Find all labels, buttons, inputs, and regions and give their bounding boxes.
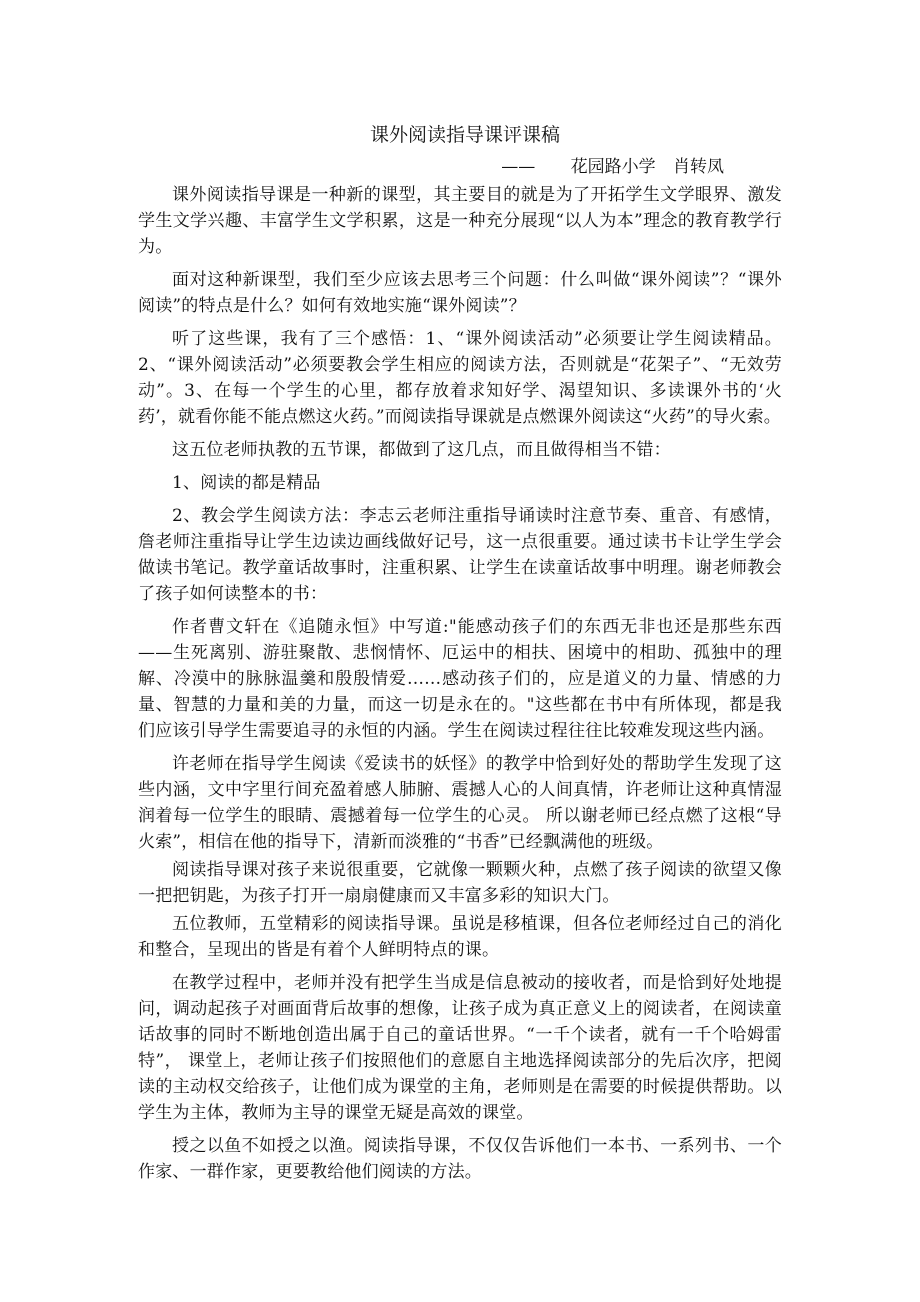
paragraph: 课外阅读指导课是一种新的课型，其主要目的就是为了开拓学生文学眼界、激发学生文学兴趣、丰富学生文学积累，这是一种充分展现“以人为本”理念的教育教学行为。: [138, 185, 782, 257]
byline: [138, 154, 724, 180]
document-title: 课外阅读指导课评课稿: [369, 124, 560, 146]
byline-author: 肖转凤: [673, 157, 724, 177]
document-page: [138, 120, 782, 1192]
paragraph: 阅读指导课对孩子来说很重要，它就像一颗颗火种，点燃了孩子阅读的欲望又像一把把钥匙，为孩子打开一扇扇健康而又丰富多彩的知识大门。: [138, 860, 782, 906]
paragraph: 五位教师，五堂精彩的阅读指导课。虽说是移植课，但各位老师经过自己的消化和整合，呈现出的皆是有着个人鲜明特点的课。: [138, 914, 782, 960]
paragraph: 面对这种新课型，我们至少应该去思考三个问题：什么叫做“课外阅读”？“课外阅读”的特点是什么？如何有效地实施“课外阅读”？: [138, 270, 782, 316]
paragraph: 听了这些课，我有了三个感悟：1、“课外阅读活动”必须要让学生阅读精品。 2、“课外阅读活动”必须要教会学生相应的阅读方法，否则就是“花架子”、“无效劳动”。3、在每一个学生的心里，都存放着求知好学、渴望知识、多读课外书的‘火药’，就看你能不能点燃这火药。”而阅读指导课就是点燃课外阅读这“火药”的导火索。: [138, 329, 782, 427]
paragraph: 这五位老师执教的五节课，都做到了这几点，而且做得相当不错：: [172, 440, 671, 460]
paragraph: 许老师在指导学生阅读《爱读书的妖怪》的教学中恰到好处的帮助学生发现了这些内涵，文中字里行间充盈着感人肺腑、震撼人心的人间真情，许老师让这种真情湿润着每一位学生的眼睛、震撼着每一位学生的心灵。 所以谢老师已经点燃了这根“导火索”，相信在他的指导下，清新而淡雅的“书香”已经飘满他的班级。: [138, 754, 782, 852]
byline-dash: ——: [501, 157, 536, 177]
paragraph: 2、教会学生阅读方法：李志云老师注重指导诵读时注意节奏、重音、有感情，詹老师注重指导让学生边读边画线做好记号，这一点很重要。通过读书卡让学生学会做读书笔记。教学童话故事时，注重积累、让学生在读童话故事中明理。谢老师教会了孩子如何读整本的书：: [138, 506, 782, 604]
paragraph: 在教学过程中，老师并没有把学生当成是信息被动的接收者，而是恰到好处地提问，调动起孩子对画面背后故事的想像，让孩子成为真正意义上的阅读者，在阅读童话故事的同时不断地创造出属于自己的童话世界。“一千个读者，就有一千个哈姆雷特”， 课堂上，老师让孩子们按照他们的意愿自主地选择阅读部分的先后次序，把阅读的主动权交给孩子，让他们成为课堂的主角，老师则是在需要的时候提供帮助。以学生为主体，教师为主导的课堂无疑是高效的课堂。: [138, 973, 782, 1123]
paragraph: 授之以鱼不如授之以渔。阅读指导课，不仅仅告诉他们一本书、一系列书、一个作家、一群作家，更要教给他们阅读的方法。: [138, 1136, 782, 1182]
byline-school: 花园路小学: [570, 157, 656, 177]
paragraph: 作者曹文轩在《追随永恒》中写道:"能感动孩子们的东西无非也还是那些东西——生死离别、游驻聚散、悲悯情怀、厄运中的相扶、困境中的相助、孤独中的理解、冷漠中的脉脉温羹和殷殷情爱……感动孩子们的，应是道义的力量、情感的力量、智慧的力量和美的力量，而这一切是永在的。"这些都在书中有所体现，都是我们应该引导学生需要追寻的永恒的内涵。学生在阅读过程往往比较难发现这些内涵。: [138, 617, 782, 741]
paragraph: 1、阅读的都是精品: [172, 473, 321, 493]
